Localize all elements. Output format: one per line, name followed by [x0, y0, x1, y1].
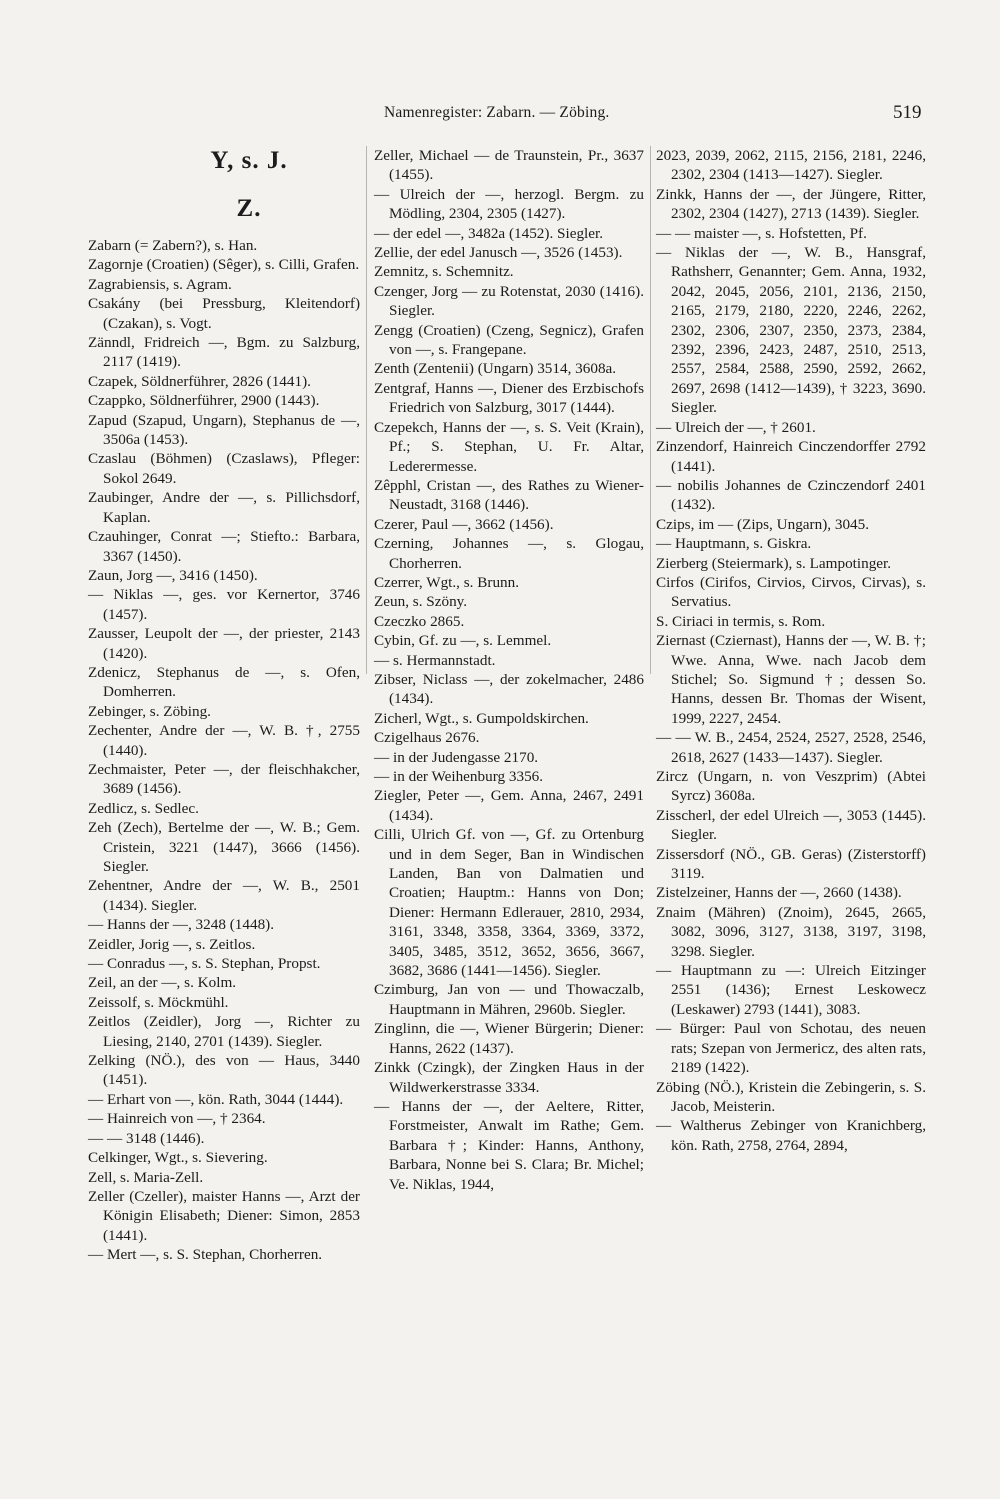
index-entry: Zinzendorf, Hainreich Cinczendorffer 2792 (1441).	[656, 438, 926, 475]
index-entry: Zinkk (Czingk), der Zingken Haus in der Wildwerkerstrasse 3334.	[374, 1059, 644, 1096]
index-entry: Zelking (NÖ.), des von — Haus, 3440 (1451).	[88, 1052, 360, 1089]
index-entry: S. Ciriaci in termis, s. Rom.	[656, 612, 826, 630]
index-entry: Zapud (Szapud, Ungarn), Stephanus de —, 3506a (1453).	[88, 411, 360, 449]
index-entry: Zeissolf, s. Möckmühl.	[88, 993, 229, 1011]
index-entry: Ziegler, Peter —, Gem. Anna, 2467, 2491 (1434).	[374, 787, 644, 824]
index-entry: Zeil, an der —, s. Kolm.	[88, 974, 237, 992]
index-entry: Czenger, Jorg — zu Rotenstat, 2030 (1416). Siegler.	[374, 282, 644, 320]
index-entry: Czerer, Paul —, 3662 (1456).	[374, 515, 554, 533]
index-entry: Zisscherl, der edel Ulreich —, 3053 (1445). Siegler.	[656, 806, 926, 844]
index-entry: — Ulreich der —, † 2601.	[656, 418, 816, 436]
index-entry: Czerrer, Wgt., s. Brunn.	[374, 573, 520, 591]
index-entry: Zeller (Czeller), maister Hanns —, Arzt der Königin Elisabeth; Diener: Simon, 2853 (1441).	[88, 1187, 360, 1244]
index-entry: — Waltherus Zebinger von Kranichberg, kön. Rath, 2758, 2764, 2894,	[656, 1117, 926, 1154]
index-entry: Cybin, Gf. zu —, s. Lemmel.	[374, 632, 552, 650]
index-entry: — — W. B., 2454, 2524, 2527, 2528, 2546, 2618, 2627 (1433—1437). Siegler.	[656, 729, 926, 766]
index-entry: — Erhart von —, kön. Rath, 3044 (1444).	[88, 1090, 344, 1108]
column-divider	[650, 146, 651, 674]
index-entry: Zierberg (Steiermark), s. Lampotinger.	[656, 554, 892, 572]
index-entry: Csakány (bei Pressburg, Kleitendorf) (Czakan), s. Vogt.	[88, 295, 360, 332]
page-number: 519	[893, 102, 922, 123]
section-heading-z: Z.	[236, 195, 262, 222]
index-entry: Zaubinger, Andre der —, s. Pillichsdorf, Kaplan.	[88, 489, 360, 526]
index-entry: — der edel —, 3482a (1452). Siegler.	[374, 224, 604, 242]
index-entry: Czips, im — (Zips, Ungarn), 3045.	[656, 515, 870, 533]
index-entry: Zircz (Ungarn, n. von Veszprim) (Abtei Syrcz) 3608a.	[656, 768, 926, 805]
entry-list	[656, 146, 926, 1155]
running-head: Namenregister: Zabarn. — Zöbing.	[384, 104, 610, 121]
index-entry: Celkinger, Wgt., s. Sievering.	[88, 1149, 268, 1167]
entry-list	[88, 236, 360, 1265]
index-entry: — in der Weihenburg 3356.	[374, 768, 544, 785]
index-entry: — Ulreich der —, herzogl. Bergm. zu Mödling, 2304, 2305 (1427).	[374, 185, 644, 223]
entry-list	[374, 146, 644, 1194]
page-header	[0, 104, 1000, 130]
index-entry: 2023, 2039, 2062, 2115, 2156, 2181, 2246, 2302, 2304 (1413—1427). Siegler.	[656, 147, 926, 184]
index-entry: Zistelzeiner, Hanns der —, 2660 (1438).	[656, 884, 902, 902]
index-entry: Zabarn (= Zabern?), s. Han.	[88, 237, 258, 254]
index-entry: — — 3148 (1446).	[88, 1129, 205, 1147]
index-entry: Ziernast (Cziernast), Hanns der —, W. B. †; Wwe. Anna, Wwe. nach Jacob dem Stichel; So. Sigmund †; dessen So. Hanns, dessen Br. Thomas der Wisent, 1999, 2227, 2454.	[656, 632, 926, 727]
index-entry: Czeczko 2865.	[374, 612, 465, 630]
index-entry: Znaim (Mähren) (Znoim), 2645, 2665, 3082, 3096, 3127, 3138, 3197, 3198, 3298. Siegler.	[656, 903, 926, 960]
index-entry: Zechmaister, Peter —, der fleischhakcher, 3689 (1456).	[88, 760, 360, 798]
index-entry: Zeller, Michael — de Traunstein, Pr., 3637 (1455).	[374, 147, 644, 184]
index-entry: Czappko, Söldnerführer, 2900 (1443).	[88, 392, 320, 410]
index-entry: Zell, s. Maria-Zell.	[88, 1168, 204, 1186]
index-entry: Czaslau (Böhmen) (Czaslaws), Pfleger: Sokol 2649.	[88, 450, 360, 487]
index-entry: — nobilis Johannes de Czinczendorf 2401 (1432).	[656, 476, 926, 514]
index-entry: — Niklas —, ges. vor Kernertor, 3746 (1457).	[88, 586, 360, 623]
index-entry: Zibser, Niclass —, der zokelmacher, 2486 (1434).	[374, 670, 644, 708]
index-entry: Zeidler, Jorig —, s. Zeitlos.	[88, 935, 256, 953]
index-entry: Zengg (Croatien) (Czeng, Segnicz), Grafen von —, s. Frangepane.	[374, 321, 644, 359]
index-entry: Zedlicz, s. Sedlec.	[88, 799, 199, 817]
index-entry: Cilli, Ulrich Gf. von —, Gf. zu Ortenburg und in dem Seger, Ban in Windischen Landen, Ban von Dalmatien und Croatien; Hauptm.: Hanns von Don; Diener: Hermann Edlerauer, 2810, 2934, 3161, 3348, 3358, 3364, 3369, 3372, 3405, 3485, 3512, 3652, 3656, 3667, 3682, 3686 (1441—1456). Siegler.	[374, 826, 644, 980]
index-entry: Zicherl, Wgt., s. Gumpoldskirchen.	[374, 709, 589, 727]
index-entry: Zaun, Jorg —, 3416 (1450).	[88, 566, 258, 584]
index-entry: Zellie, der edel Janusch —, 3526 (1453).	[374, 244, 623, 262]
index-entry: Zemnitz, s. Schemnitz.	[374, 263, 514, 281]
index-entry: Zdenicz, Stephanus de —, s. Ofen, Domherren.	[88, 663, 360, 701]
index-entry: Czepekch, Hanns der —, s. S. Veit (Krain), Pf.; S. Stephan, U. Fr. Altar, Lederermesse.	[374, 418, 644, 475]
index-entry: Zebinger, s. Zöbing.	[88, 702, 211, 720]
index-entry: Zêpphl, Cristan —, des Rathes zu Wiener-Neustadt, 3168 (1446).	[374, 476, 644, 514]
index-entry: Zausser, Leupolt der —, der priester, 2143 (1420).	[88, 625, 360, 662]
index-entry: Cirfos (Cirifos, Cirvios, Cirvos, Cirvas), s. Servatius.	[656, 573, 926, 611]
index-entry: Zagornje (Croatien) (Sêger), s. Cilli, Grafen.	[88, 256, 360, 274]
index-entry: Zöbing (NÖ.), Kristein die Zebingerin, s. S. Jacob, Meisterin.	[656, 1078, 926, 1115]
index-entry: Zeitlos (Zeidler), Jorg —, Richter zu Liesing, 2140, 2701 (1439). Siegler.	[88, 1013, 360, 1050]
index-entry: — Bürger: Paul von Schotau, des neuen rats; Szepan von Jermericz, des alten rats, 2189 (1422).	[656, 1020, 926, 1077]
index-entry: — Hanns der —, 3248 (1448).	[88, 916, 275, 934]
index-entry: Czauhinger, Conrat —; Stiefto.: Barbara, 3367 (1450).	[88, 528, 360, 565]
index-entry: Zissersdorf (NÖ., GB. Geras) (Zisterstorff) 3119.	[656, 845, 926, 883]
index-entry: Czapek, Söldnerführer, 2826 (1441).	[88, 372, 311, 390]
index-entry: — Hauptmann, s. Giskra.	[656, 535, 812, 553]
index-entry: Zinglinn, die —, Wiener Bürgerin; Diener: Hanns, 2622 (1437).	[374, 1020, 644, 1057]
index-entry: — s. Hermannstadt.	[374, 651, 496, 669]
index-entry: Czigelhaus 2676.	[374, 729, 480, 747]
index-entry: — Mert —, s. S. Stephan, Chorherren.	[88, 1246, 323, 1264]
index-entry: Zechenter, Andre der —, W. B. †, 2755 (1440).	[88, 722, 360, 759]
index-entry: Zehentner, Andre der —, W. B., 2501 (1434). Siegler.	[88, 877, 360, 914]
index-entry: Zänndl, Fridreich —, Bgm. zu Salzburg, 2117 (1419).	[88, 334, 360, 371]
index-entry: — Hauptmann zu —: Ulreich Eitzinger 2551 (1436); Ernest Leskowecz (Leskawer) 2793 (1441), 3083.	[656, 962, 926, 1018]
index-column-3	[656, 146, 926, 1155]
index-entry: — Hainreich von —, † 2364.	[88, 1110, 266, 1128]
index-entry: Czerning, Johannes —, s. Glogau, Chorherren.	[374, 535, 644, 572]
index-entry: — in der Judengasse 2170.	[374, 748, 539, 766]
index-entry: Zeun, s. Szöny.	[374, 593, 468, 611]
index-entry: Zeh (Zech), Bertelme der —, W. B.; Gem. Cristein, 3221 (1447), 3666 (1456). Siegler.	[88, 819, 360, 875]
index-entry: Zinkk, Hanns der —, der Jüngere, Ritter, 2302, 2304 (1427), 2713 (1439). Siegler.	[656, 185, 926, 223]
index-column-1	[88, 146, 360, 1265]
index-entry: — — maister —, s. Hofstetten, Pf.	[656, 224, 867, 242]
index-column-2	[374, 146, 644, 1194]
index-entry: Zentgraf, Hanns —, Diener des Erzbischofs Friedrich von Salzburg, 3017 (1444).	[374, 379, 644, 417]
index-entry: — Niklas der —, W. B., Hansgraf, Rathsherr, Genannter; Gem. Anna, 1932, 2042, 2045, 2056, 2101, 2136, 2150, 2165, 2179, 2180, 2220, 2246, 2262, 2302, 2306, 2307, 2350, 2373, 2384, 2392, 2396, 2423, 2487, 2510, 2513, 2557, 2584, 2588, 2590, 2592, 2662, 2697, 2698 (1412—1439), † 3223, 3690. Siegler.	[656, 244, 926, 417]
index-entry: Zenth (Zentenii) (Ungarn) 3514, 3608a.	[374, 360, 617, 378]
index-entry: Czimburg, Jan von — und Thowaczalb, Hauptmann in Mähren, 2960b. Siegler.	[374, 981, 644, 1018]
index-entry: — Conradus —, s. S. Stephan, Propst.	[88, 955, 321, 973]
column-divider	[366, 146, 367, 674]
section-heading-y: Y, s. J.	[210, 147, 288, 174]
index-entry: Zagrabiensis, s. Agram.	[88, 275, 232, 293]
index-entry: — Hanns der —, der Aeltere, Ritter, Forstmeister, Anwalt im Rathe; Gem. Barbara †; Kinder: Hanns, Anthony, Barbara, Nonne bei S. Clara; Br. Michel; Ve. Niklas, 1944,	[374, 1097, 644, 1193]
